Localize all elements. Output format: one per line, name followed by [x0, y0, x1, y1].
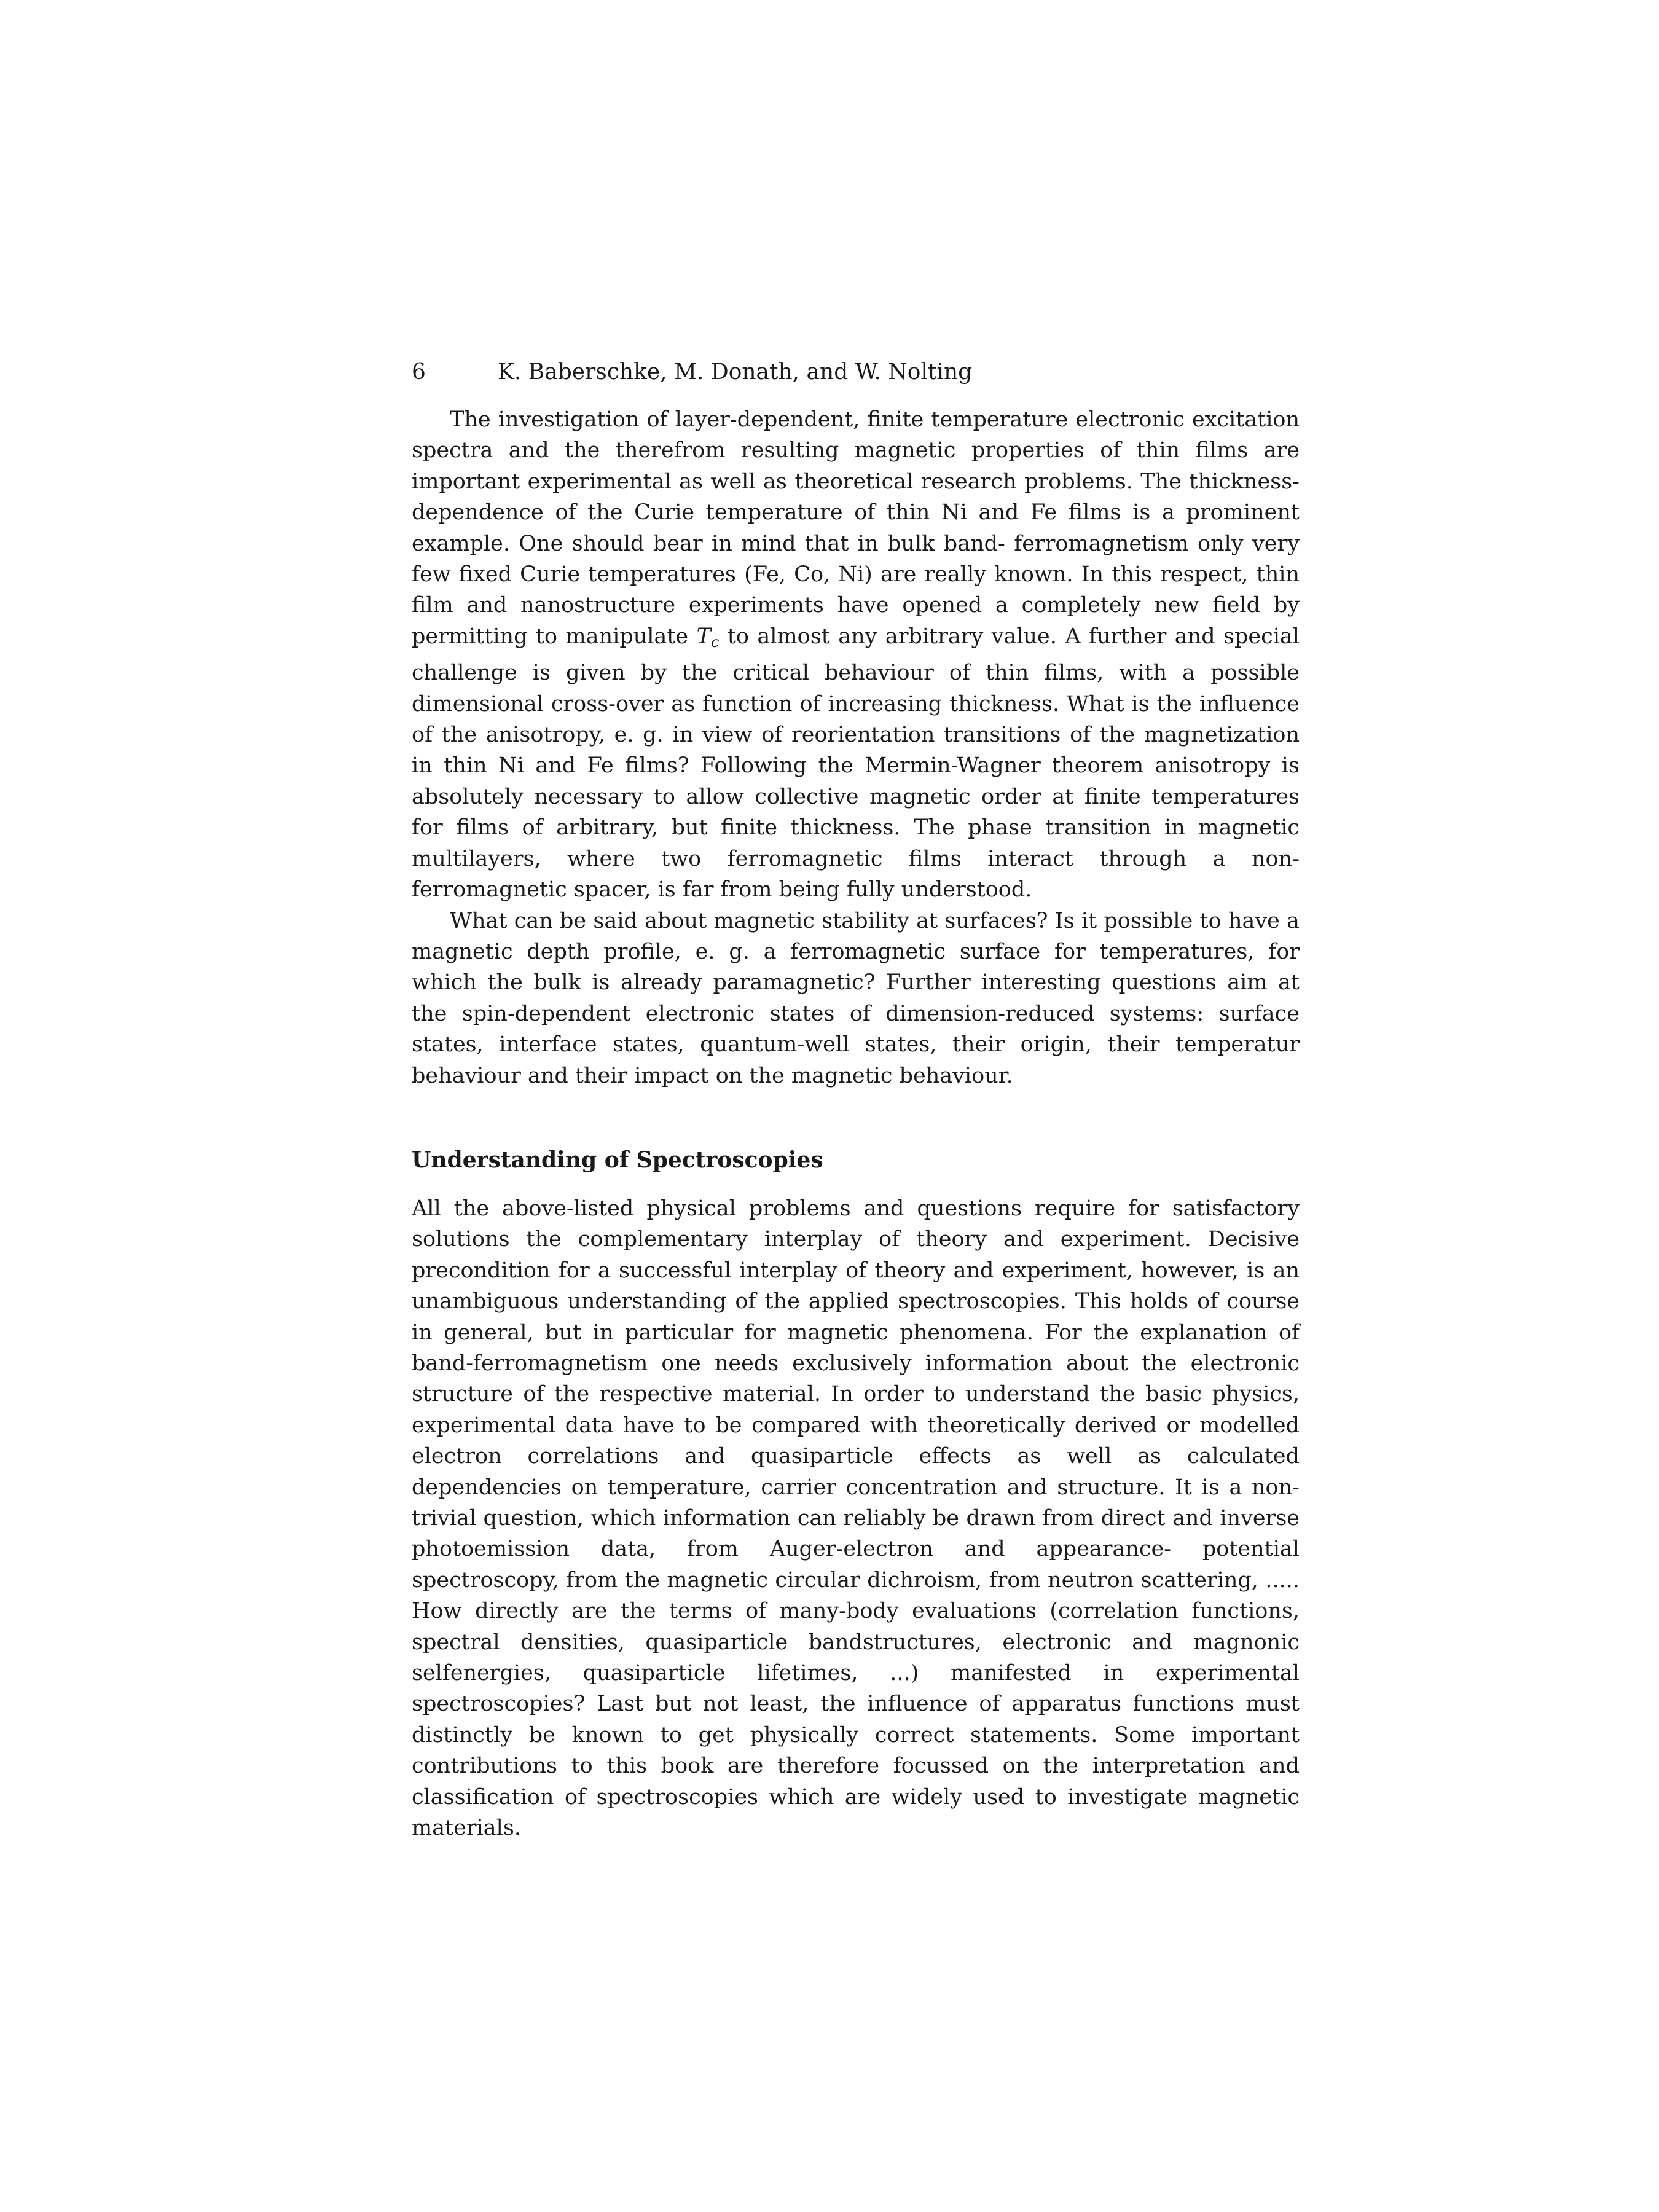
paragraph-thin-films-text-2: to almost any arbitrary value. A further and special challenge is given by the critical behaviour of thin films, with a possible dimensional cross-over as function of increasing thickness. What is the influence of the anisotropy, e. g. in view of reorientation transitions of the magnetization in thin Ni and Fe films? Following the Mermin-Wagner theorem anisotropy is absolutely necessary to allow collective magnetic order at finite temperatures for films of arbitrary, but finite thickness. The phase transition in magnetic multilayers, where two ferromagnetic films interact through a non-ferromagnetic spacer, is far from being fully understood.	[412, 624, 1300, 903]
curie-temperature-subscript: c	[710, 633, 720, 651]
paragraph-spectroscopies: All the above-listed physical problems and questions require for satisfactory solutions the complementary interplay of theory and experiment. Decisive precondition for a successful interplay of theory and experiment, however, is an unambiguous understanding of the applied spectroscopies. This holds of course in general, but in particular for magnetic phenomena. For the explanation of band-ferromagnetism one needs exclusively information about the electronic structure of the respective material. In order to understand the basic physics, experimental data have to be compared with theoretically derived or modelled electron correlations and quasiparticle effects as well as calculated dependencies on temperature, carrier concentration and structure. It is a non-trivial question, which information can reliably be drawn from direct and inverse photoemission data, from Auger-electron and appearance- potential spectroscopy, from the magnetic circular dichroism, from neutron scattering, ..... How directly are the terms of many-body evaluations (correlation functions, spectral densities, quasiparticle bandstructures, electronic and magnonic selfenergies, quasiparticle lifetimes, ...) manifested in experimental spectroscopies? Last but not least, the influence of apparatus functions must distinctly be known to get physically correct statements. Some important contributions to this book are therefore focussed on the interpretation and classification of spectroscopies which are widely used to investigate magnetic materials.	[412, 1196, 1300, 1841]
page	[412, 356, 1300, 1843]
running-head	[412, 356, 1300, 388]
paragraph-thin-films	[412, 404, 1300, 906]
paragraph-thin-films-text-1: The investigation of layer-dependent, finite temperature electronic excitation spectra and the therefrom resulting magnetic properties of thin films are important experimental as well as theoretical research problems. The thickness-dependence of the Curie temperature of thin Ni and Fe films is a prominent example. One should bear in mind that in bulk band- ferromagnetism only very few fixed Curie temperatures (Fe, Co, Ni) are really known. In this respect, thin film and nanostructure experiments have opened a completely new field by permitting to manipulate	[412, 407, 1300, 649]
running-head-authors: K. Baberschke, M. Donath, and W. Nolting	[498, 359, 973, 385]
paragraph-surface-stability: What can be said about magnetic stability at surfaces? Is it possible to have a magnetic depth profile, e. g. a ferromagnetic surface for temperatures, for which the bulk is already paramagnetic? Further interesting questions aim at the spin-dependent electronic states of dimension-reduced systems: surface states, interface states, quantum-well states, their origin, their temperatur behaviour and their impact on the magnetic behaviour.	[412, 908, 1300, 1088]
section-heading-spectroscopies: Understanding of Spectroscopies	[412, 1147, 823, 1173]
page-number: 6	[412, 359, 426, 385]
curie-temperature-symbol: T	[696, 624, 711, 649]
